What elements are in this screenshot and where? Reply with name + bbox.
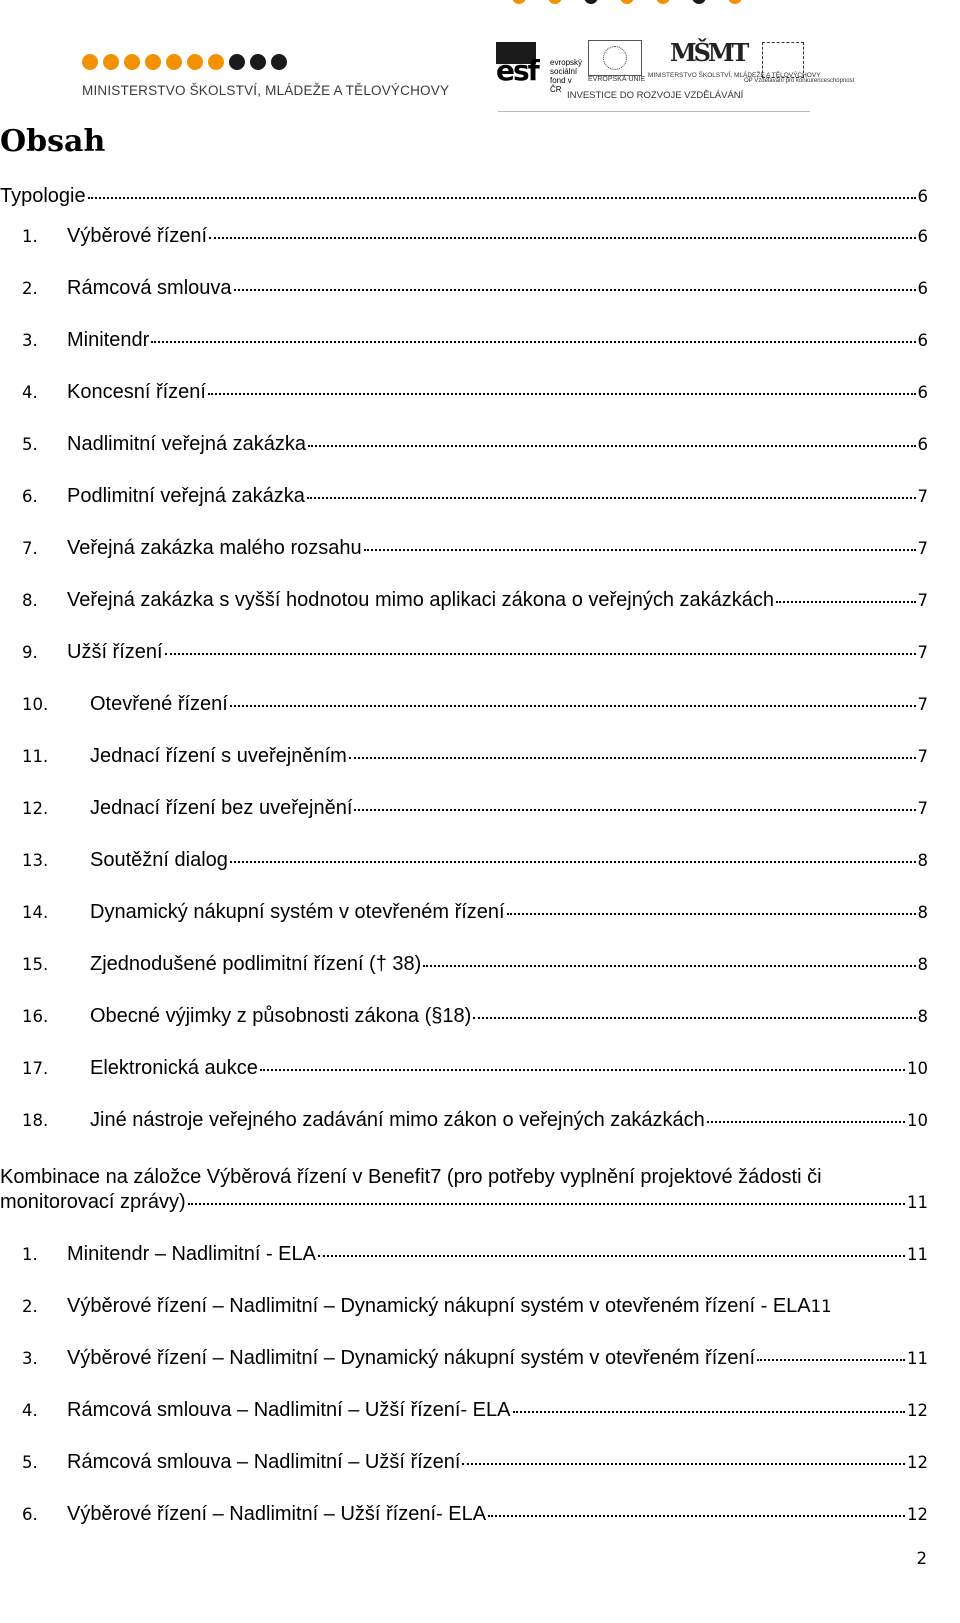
toc-entry-label: Elektronická aukce bbox=[90, 1057, 258, 1079]
toc-leader-dots bbox=[230, 705, 916, 707]
toc-entry-label: Koncesní řízení bbox=[67, 381, 206, 403]
toc-entry-number: 6. bbox=[22, 1505, 38, 1524]
toc-entry[interactable] bbox=[0, 840, 928, 892]
toc-entry-label: Zjednodušené podlimitní řízení († 38) bbox=[90, 953, 422, 975]
toc-entry[interactable] bbox=[0, 684, 928, 736]
toc-entry-label: Obecné výjimky z působnosti zákona (§18) bbox=[90, 1005, 472, 1027]
toc-entry-page: 8 bbox=[917, 1007, 928, 1026]
msmt-logo bbox=[82, 54, 449, 98]
toc-entry[interactable] bbox=[0, 580, 928, 632]
toc-entry-page: 6 bbox=[917, 227, 928, 246]
toc-entry-label: Rámcová smlouva bbox=[67, 277, 232, 299]
toc-entry[interactable] bbox=[0, 1442, 928, 1494]
toc-entry-label: Jiné nástroje veřejného zadávání mimo zákon o veřejných zakázkách bbox=[90, 1109, 705, 1131]
toc-leader-dots bbox=[364, 549, 916, 551]
toc-leader-dots bbox=[507, 913, 916, 915]
toc-leader-dots bbox=[234, 289, 916, 291]
toc-entry-number: 14. bbox=[22, 903, 49, 922]
toc-entry-label: Výběrové řízení bbox=[67, 225, 208, 247]
toc-entry-label: Typologie bbox=[0, 185, 86, 207]
toc-entry-label: Výběrové řízení – Nadlimitní – Dynamický nákupní systém v otevřeném řízení - ELA bbox=[67, 1295, 811, 1317]
toc-entry-label: Dynamický nákupní systém v otevřeném řízení bbox=[90, 901, 505, 923]
toc-entry-kombinace[interactable] bbox=[0, 1152, 928, 1234]
toc-entry[interactable] bbox=[0, 320, 928, 372]
toc-leader-dots bbox=[318, 1255, 905, 1257]
toc-entry-label: Podlimitní veřejná zakázka bbox=[67, 485, 305, 507]
msmt-logo-text: MINISTERSTVO ŠKOLSTVÍ, MLÁDEŽE A TĚLOVÝCHOVY bbox=[82, 83, 450, 98]
header-divider bbox=[498, 111, 810, 112]
toc-entry-label: Rámcová smlouva – Nadlimitní – Užší řízení bbox=[67, 1451, 461, 1473]
toc-leader-dots bbox=[208, 393, 916, 395]
toc-entry-page: 7 bbox=[917, 539, 928, 558]
toc-entry-label: Jednací řízení bez uveřejnění bbox=[90, 797, 353, 819]
eu-label: EVROPSKÁ UNIE bbox=[588, 76, 646, 83]
toc-entry[interactable] bbox=[0, 944, 928, 996]
toc-entry-number: 1. bbox=[22, 227, 38, 246]
toc-leader-dots bbox=[757, 1359, 905, 1361]
toc-entry-page: 7 bbox=[917, 799, 928, 818]
toc-leader-dots bbox=[354, 809, 915, 811]
toc-entry-page: 7 bbox=[917, 643, 928, 662]
toc-entry[interactable] bbox=[0, 996, 928, 1048]
toc-leader-dots bbox=[209, 237, 915, 239]
toc-entry[interactable] bbox=[0, 372, 928, 424]
toc-entry-label-line1: Kombinace na záložce Výběrová řízení v Benefit7 (pro potřeby vyplnění projektové žádosti či bbox=[0, 1166, 822, 1188]
toc-entry-number: 6. bbox=[22, 487, 38, 506]
toc-leader-dots bbox=[308, 445, 916, 447]
toc-entry-typologie[interactable] bbox=[0, 171, 928, 216]
toc-entry-number: 10. bbox=[22, 695, 49, 714]
toc-entry-label: Výběrové řízení – Nadlimitní – Užší řízení- ELA bbox=[67, 1503, 487, 1525]
toc-entry[interactable] bbox=[0, 736, 928, 788]
toc-entry-page: 7 bbox=[917, 487, 928, 506]
toc-entry-label-line2: monitorovací zprávy) bbox=[0, 1191, 186, 1213]
toc-leader-dots bbox=[307, 497, 916, 499]
toc-entry[interactable] bbox=[0, 1494, 928, 1546]
toc-entry-label: Jednací řízení s uveřejněním bbox=[90, 745, 347, 767]
toc-entry-page: 11 bbox=[907, 1349, 928, 1368]
toc-entry[interactable] bbox=[0, 892, 928, 944]
page-title: Obsah bbox=[0, 124, 106, 159]
toc-entry-number: 4. bbox=[22, 383, 38, 402]
toc-entry-number: 16. bbox=[22, 1007, 49, 1026]
toc-entry-label: Otevřené řízení bbox=[90, 693, 228, 715]
toc-leader-dots bbox=[423, 965, 915, 967]
toc-entry[interactable] bbox=[0, 216, 928, 268]
eu-flag-icon bbox=[588, 40, 642, 76]
toc-entry-label: Soutěžní dialog bbox=[90, 849, 228, 871]
op-vk-label: OP Vzdělávání pro konkurenceschopnost bbox=[744, 78, 855, 84]
toc-entry-number: 2. bbox=[22, 279, 38, 298]
toc-entry-number: 18. bbox=[22, 1111, 49, 1130]
toc-leader-dots bbox=[151, 341, 915, 343]
toc-leader-dots bbox=[88, 197, 916, 199]
toc-entry-label: Minitendr bbox=[67, 329, 150, 351]
toc-entry[interactable] bbox=[0, 476, 928, 528]
msmt-dots-icon bbox=[82, 54, 449, 75]
toc-entry-page: 6 bbox=[917, 331, 928, 350]
toc-leader-dots bbox=[230, 861, 916, 863]
invest-tagline: INVESTICE DO ROZVOJE VZDĚLÁVÁNÍ bbox=[567, 90, 744, 101]
toc-leader-dots bbox=[260, 1069, 905, 1071]
esf-logo bbox=[496, 42, 583, 94]
op-vk-logo-icon bbox=[762, 42, 804, 78]
toc-entry-label: Minitendr – Nadlimitní - ELA bbox=[67, 1243, 316, 1265]
toc-leader-dots bbox=[165, 653, 916, 655]
esf-logo-word: esf bbox=[496, 54, 538, 87]
toc-entry[interactable] bbox=[0, 268, 928, 320]
toc-entry[interactable] bbox=[0, 1390, 928, 1442]
toc-leader-dots bbox=[776, 601, 915, 603]
toc-entry-number: 3. bbox=[22, 1349, 38, 1368]
toc-entry-number: 8. bbox=[22, 591, 38, 610]
toc-entry[interactable] bbox=[0, 1100, 928, 1152]
toc-entry-page: 8 bbox=[917, 955, 928, 974]
toc-leader-dots bbox=[462, 1463, 905, 1465]
toc-entry-number: 3. bbox=[22, 331, 38, 350]
toc-entry-page: 6 bbox=[917, 383, 928, 402]
toc-entry-number: 12. bbox=[22, 799, 49, 818]
toc-entry-page: 6 bbox=[917, 435, 928, 454]
toc-entry-page: 11 bbox=[907, 1193, 928, 1212]
toc-entry-number: 4. bbox=[22, 1401, 38, 1420]
toc-entry-page: 12 bbox=[907, 1505, 928, 1524]
toc-leader-dots bbox=[188, 1203, 905, 1205]
toc-leader-dots bbox=[707, 1121, 905, 1123]
toc-entry-label: Veřejná zakázka s vyšší hodnotou mimo aplikaci zákona o veřejných zakázkách bbox=[67, 589, 775, 611]
toc-entry-number: 17. bbox=[22, 1059, 49, 1078]
toc-entry-number: 5. bbox=[22, 1453, 38, 1472]
toc-entry-label: Užší řízení bbox=[67, 641, 163, 663]
toc-leader-dots bbox=[473, 1017, 915, 1019]
toc-entry[interactable] bbox=[0, 1286, 928, 1338]
eu-logo-strip bbox=[490, 38, 855, 114]
page-header bbox=[0, 0, 960, 120]
toc-entry-page: 6 bbox=[917, 279, 928, 298]
toc-entry-page: 7 bbox=[917, 591, 928, 610]
page-number: 2 bbox=[916, 1549, 927, 1568]
toc-entry-label: Nadlimitní veřejná zakázka bbox=[67, 433, 306, 455]
esf-logo-subtitle: evropský sociální fond v ČR bbox=[550, 58, 583, 94]
toc-entry-number: 15. bbox=[22, 955, 49, 974]
toc-entry[interactable] bbox=[0, 788, 928, 840]
toc-entry[interactable] bbox=[0, 1048, 928, 1100]
toc-entry-page: 10 bbox=[907, 1059, 928, 1078]
toc-entry-page: 11 bbox=[907, 1245, 928, 1264]
toc-entry[interactable] bbox=[0, 632, 928, 684]
toc-entry-number: 1. bbox=[22, 1245, 38, 1264]
toc-entry-number: 2. bbox=[22, 1297, 38, 1316]
toc-entry-number: 7. bbox=[22, 539, 38, 558]
toc-entry-page: 10 bbox=[907, 1111, 928, 1130]
toc-entry-page: 7 bbox=[917, 747, 928, 766]
toc-entry-number: 9. bbox=[22, 643, 38, 662]
msmt-small-logo-word: MŠMT bbox=[670, 38, 747, 67]
toc-entry-number: 11. bbox=[22, 747, 49, 766]
toc-leader-dots bbox=[488, 1515, 905, 1517]
toc-entry-label: Rámcová smlouva – Nadlimitní – Užší řízení- ELA bbox=[67, 1399, 511, 1421]
table-of-contents bbox=[0, 171, 928, 1546]
toc-entry-page: 7 bbox=[917, 695, 928, 714]
toc-entry-number: 13. bbox=[22, 851, 49, 870]
toc-entry[interactable] bbox=[0, 1234, 928, 1286]
toc-entry-page: 11 bbox=[810, 1297, 832, 1316]
toc-entry-page: 8 bbox=[917, 903, 928, 922]
toc-leader-dots bbox=[349, 757, 916, 759]
toc-entry-number: 5. bbox=[22, 435, 38, 454]
toc-leader-dots bbox=[513, 1411, 906, 1413]
toc-entry[interactable] bbox=[0, 424, 928, 476]
toc-entry-label: Výběrové řízení – Nadlimitní – Dynamický nákupní systém v otevřeném řízení bbox=[67, 1347, 756, 1369]
toc-entry-page: 8 bbox=[917, 851, 928, 870]
toc-entry-page: 12 bbox=[907, 1401, 928, 1420]
top-dots-decoration bbox=[512, 0, 764, 9]
toc-entry[interactable] bbox=[0, 528, 928, 580]
toc-entry[interactable] bbox=[0, 1338, 928, 1390]
toc-entry-page: 6 bbox=[917, 187, 928, 206]
msmt-small-logo-label: MINISTERSTVO ŠKOLSTVÍ, MLÁDEŽE A TĚLOVÝCHOVY bbox=[648, 72, 821, 79]
toc-entry-page: 12 bbox=[907, 1453, 928, 1472]
toc-entry-label: Veřejná zakázka malého rozsahu bbox=[67, 537, 362, 559]
